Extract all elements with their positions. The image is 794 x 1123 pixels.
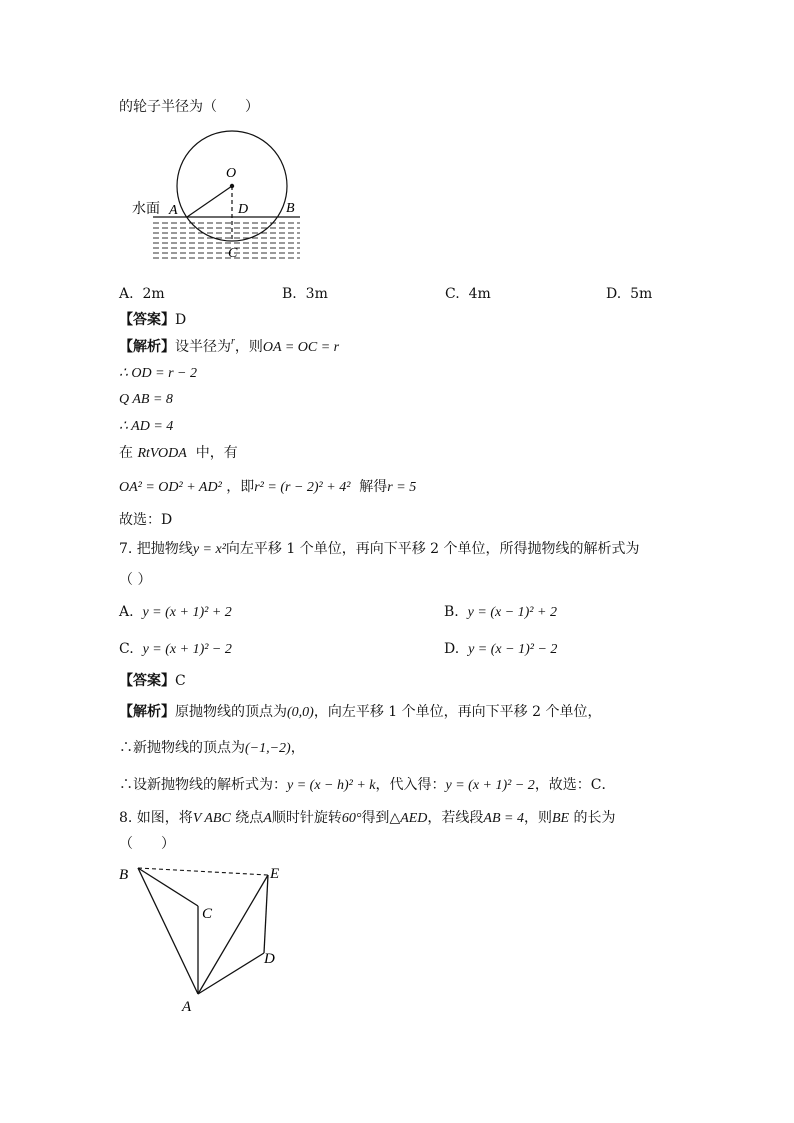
q6-option-d[interactable]: D. 5m	[606, 286, 653, 302]
segment-AE	[198, 875, 268, 994]
label-D: D	[264, 951, 275, 967]
label-E: E	[270, 866, 280, 882]
q7-option-a[interactable]: A. y = (x + 1)² + 2	[119, 604, 232, 620]
segment-BE	[138, 868, 268, 875]
q8-rotation-figure	[112, 860, 292, 1020]
radius-OA	[187, 186, 232, 217]
q7-analysis-line3: ∴设新抛物线的解析式为：y = (x − h)² + k，代入得：y = (x + 1)² − 2，故选：C．	[119, 777, 616, 793]
q6-analysis-line3: Q AB = 8	[119, 392, 173, 407]
label-C: C	[228, 246, 238, 261]
q6-analysis-line2: ∴ OD = r − 2	[119, 366, 197, 381]
label-B: B	[286, 201, 295, 216]
q8-paren: （ ）	[119, 836, 175, 852]
label-water: 水面	[132, 201, 160, 217]
q6-option-c[interactable]: C. 4m	[445, 286, 491, 302]
q7-option-d[interactable]: D. y = (x − 1)² − 2	[444, 641, 558, 657]
q6-conclusion: 故选：D	[119, 512, 173, 528]
q6-circle-figure	[125, 128, 310, 268]
q7-analysis-line2: ∴新抛物线的顶点为(−1,−2)，	[119, 740, 305, 756]
segment-ED	[264, 875, 268, 953]
q6-analysis-line1: 【解析】设半径为$^r$，则OA = OC = r	[119, 336, 340, 355]
label-C: C	[202, 906, 213, 922]
q6-analysis-line4: ∴ AD = 4	[119, 419, 174, 434]
label-A: A	[169, 203, 178, 218]
label-D: D	[238, 202, 249, 217]
q8-stem: 8. 如图，将V ABC 绕点A顺时针旋转60°得到△AED，若线段AB = 4，则BE 的长为	[119, 810, 616, 826]
segment-DA	[198, 953, 264, 994]
q6-option-b[interactable]: B. 3m	[282, 286, 328, 302]
q7-answer: 【答案】C	[119, 673, 186, 689]
q7-analysis-line1: 【解析】原抛物线的顶点为(0,0)，向左平移 1 个单位，再向下平移 2 个单位，	[119, 704, 602, 720]
label-O: O	[226, 166, 237, 181]
q7-stem: 7. 把抛物线y = x²向左平移 1 个单位，再向下平移 2 个单位，所得抛物线的解析式为	[119, 541, 640, 557]
q7-option-c[interactable]: C. y = (x + 1)² − 2	[119, 641, 232, 657]
q6-analysis-line5: 在 RtVODA 中，有	[119, 445, 238, 461]
q6-answer: 【答案】D	[119, 312, 187, 328]
q7-option-b[interactable]: B. y = (x − 1)² + 2	[444, 604, 557, 620]
q6-analysis-line6: OA² = OD² + AD² ，即r² = (r − 2)² + 4² 解得r = 5	[119, 479, 417, 495]
q6-stem-tail: 的轮子半径为（ ）	[119, 99, 259, 115]
q7-paren: （ ）	[119, 572, 152, 588]
label-A: A	[182, 999, 192, 1015]
label-B: B	[119, 867, 129, 883]
q6-option-a[interactable]: A. 2m	[119, 286, 165, 302]
